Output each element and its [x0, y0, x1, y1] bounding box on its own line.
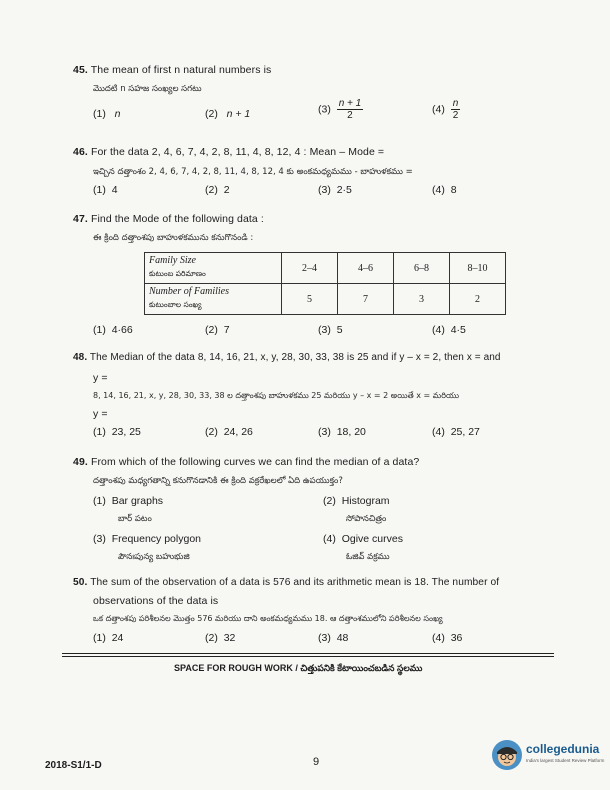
q48-text-en-1: The Median of the data 8, 14, 16, 21, x, y, 28, 30, 33, 38 is 25 and if y – x = 2, then x = and	[89, 352, 501, 363]
q45-text-te: మొదటి n సహజ సంఖ్యల సగటు	[93, 84, 202, 94]
q48-text-en-2: y =	[93, 372, 108, 384]
q47-text-en: Find the Mode of the following data :	[90, 213, 264, 225]
q48-option-2[interactable]: (2) 24, 26	[205, 426, 253, 438]
q49-option-1[interactable]: (1) Bar graphs	[93, 495, 164, 507]
q47-number: 47.	[73, 213, 88, 225]
q45-text-en: The mean of first n natural numbers is	[90, 64, 272, 76]
table-row	[145, 253, 506, 284]
brand-name: collegedunia	[526, 742, 600, 756]
q46-text-te: ఇచ్చిన దత్తాంశం 2, 4, 6, 7, 4, 2, 8, 11, 4, 8, 12, 4 కు అంకమధ్యమము - బాహుళకము =	[93, 167, 413, 177]
q45-option-4[interactable]: (4) $\frac{n}{2}$	[432, 98, 459, 121]
q48-number: 48.	[73, 352, 88, 363]
q49-option-2[interactable]: (2) Histogram	[323, 495, 390, 507]
q46-text-en: For the data 2, 4, 6, 7, 4, 2, 8, 11, 4, 8, 12, 4 : Mean – Mode =	[90, 146, 385, 158]
q50-option-4[interactable]: (4) 36	[432, 632, 463, 644]
q50-stem	[73, 577, 499, 588]
table-cell: 8–10	[450, 253, 506, 284]
q49-option-3-te: పౌనఃపున్య బహుభుజి	[118, 552, 190, 562]
q48-text-te-2: y =	[93, 408, 108, 420]
q50-option-2[interactable]: (2) 32	[205, 632, 236, 644]
q46-option-1[interactable]: (1) 4	[93, 184, 118, 196]
brand-tagline: India's largest Student Review Platform	[526, 758, 605, 763]
q47-option-3[interactable]: (3) 5	[318, 324, 343, 336]
table-cell: 5	[282, 284, 338, 315]
q49-option-4[interactable]: (4) Ogive curves	[323, 533, 403, 545]
q45-option-3[interactable]: (3) $\frac{n + 1}{2}$	[318, 98, 362, 121]
q46-number: 46.	[73, 146, 88, 158]
fraction: $\frac{n}{2}$	[452, 98, 459, 121]
table-cell: 3	[394, 284, 450, 315]
q47-option-2[interactable]: (2) 7	[205, 324, 230, 336]
q46-stem	[73, 146, 384, 158]
fraction: $\frac{n + 1}{2}$	[338, 98, 362, 121]
collegedunia-logo	[492, 736, 607, 776]
q49-option-2-te: సోపానచిత్రం	[346, 514, 387, 524]
table-cell: 7	[338, 284, 394, 315]
table-cell: 2	[450, 284, 506, 315]
paper-code: 2018-S1/1-D	[45, 760, 102, 771]
row-label-number-of-families: Number of Families కుటుంబాల సంఖ్య	[145, 284, 282, 315]
divider	[62, 656, 554, 657]
table-cell: 2–4	[282, 253, 338, 284]
q48-text-te-1: 8, 14, 16, 21, x, y, 28, 30, 33, 38 ల దత్తాంశపు బాహుళకము 25 మరియు y – x = 2 అయితే x = మరియు	[93, 391, 460, 400]
q50-text-te: ఒక దత్తాంశపు పరిశీలనల మొత్తం 576 మరియు దాని అంకమధ్యమము 18. ఆ దత్తాంశములోని పరిశీలనల సంఖ్య	[93, 614, 443, 623]
q48-option-1[interactable]: (1) 23, 25	[93, 426, 141, 438]
q49-text-te: దత్తాంశపు మధ్యగతాన్ని కనుగొనడానికి ఈ క్రింది వక్రరేఖలలో ఏది ఉపయుక్తం?	[93, 476, 343, 486]
q50-text-en-2: observations of the data is	[93, 595, 219, 607]
q47-stem	[73, 213, 264, 225]
q47-option-1[interactable]: (1) 4·66	[93, 324, 133, 336]
q48-option-3[interactable]: (3) 18, 20	[318, 426, 366, 438]
q49-option-1-te: బార్ పటం	[118, 514, 152, 524]
page-number: 9	[313, 756, 320, 768]
table-cell: 4–6	[338, 253, 394, 284]
q50-text-en-1: The sum of the observation of a data is 576 and its arithmetic mean is 18. The number of	[90, 577, 500, 588]
q46-option-4[interactable]: (4) 8	[432, 184, 457, 196]
q45-option-2[interactable]: (2) n + 1	[205, 108, 251, 120]
q49-option-4-te: ఓజివ్ వక్రము	[346, 552, 390, 562]
q49-option-3[interactable]: (3) Frequency polygon	[93, 533, 201, 545]
mascot-icon	[492, 740, 522, 770]
q46-option-3[interactable]: (3) 2·5	[318, 184, 352, 196]
q47-option-4[interactable]: (4) 4·5	[432, 324, 466, 336]
row-label-family-size: Family Size కుటుంబ పరిమాణం	[145, 253, 282, 284]
q50-option-3[interactable]: (3) 48	[318, 632, 349, 644]
q45-number: 45.	[73, 64, 88, 76]
q50-number: 50.	[73, 577, 88, 588]
q49-stem	[73, 456, 419, 468]
q49-text-en: From which of the following curves we can find the median of a data?	[90, 456, 420, 468]
q50-option-1[interactable]: (1) 24	[93, 632, 124, 644]
table-row	[145, 284, 506, 315]
table-cell: 6–8	[394, 253, 450, 284]
q48-option-4[interactable]: (4) 25, 27	[432, 426, 480, 438]
q48-stem	[73, 352, 501, 363]
q46-option-2[interactable]: (2) 2	[205, 184, 230, 196]
family-size-table	[144, 252, 506, 315]
q45-option-1[interactable]: (1) n	[93, 108, 121, 120]
q47-text-te: ఈ క్రింది దత్తాంశపు బాహుళకమును కనుగొనండి :	[93, 233, 254, 243]
divider	[62, 653, 554, 654]
q45-stem	[73, 64, 271, 76]
rough-work-label: SPACE FOR ROUGH WORK / చిత్తుపనికి కేటాయించబడిన స్థలము	[174, 663, 423, 673]
q49-number: 49.	[73, 456, 88, 468]
